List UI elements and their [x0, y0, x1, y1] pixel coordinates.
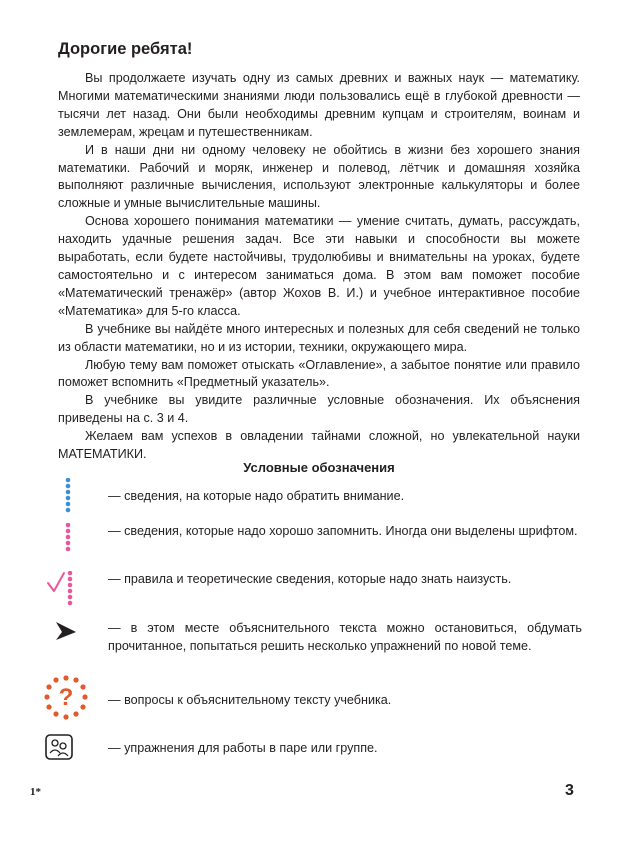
- intro-paragraph: Основа хорошего понимания математики — умение считать, думать, рассуждать, находить удачные решения задач. Все эти навыки и способности вы можете выработать, если будете настойчивы, трудолюбивы и внимательны на уроках, будете самостоятельно и с интересом заниматься дома. В этом вам поможет пособие «Математический тренажёр» (автор Жохов В. И.) и учебное интерактивное пособие «Математика» для 5-го класса.: [58, 214, 580, 318]
- page-number: 3: [565, 782, 574, 799]
- legend-text: — упражнения для работы в паре или группе.: [108, 741, 378, 755]
- intro-paragraph: Вы продолжаете изучать одну из самых древних и важных наук — математику. Многими математическими знаниями люди пользовались ещё в глубокой древности — тысячи лет назад. Они были необходимы древним купцам и строителям, воинам и землемерам, жрецам и путешественникам.: [58, 71, 580, 139]
- question-mark-icon: [40, 674, 100, 726]
- arrow-pointer-icon: [40, 620, 100, 668]
- legend-text: — сведения, которые надо хорошо запомнить. Иногда они выделены шрифтом.: [108, 524, 578, 538]
- legend-text: — правила и теоретические сведения, которые надо знать наизусть.: [108, 572, 512, 586]
- svg-text:?: ?: [58, 684, 74, 711]
- blue-dots-icon: [40, 478, 100, 526]
- intro-paragraph: В учебнике вы увидите различные условные обозначения. Их объяснения приведены на с. 3 и 4.: [58, 393, 580, 426]
- intro-paragraph: В учебнике вы найдёте много интересных и полезных для себя сведений не только из области математики, но и из истории, техники, окружающего мира.: [58, 321, 580, 354]
- intro-paragraph: Желаем вам успехов в овладении тайнами сложной, но увлекательной науки МАТЕМАТИКИ.: [58, 429, 580, 462]
- legend-text: — в этом месте объяснительного текста можно остановиться, обдумать прочитанное, попытаться решить несколько упражнений по новой теме.: [108, 621, 582, 653]
- legend-text: — вопросы к объяснительному тексту учебника.: [108, 693, 392, 707]
- intro-paragraph: И в наши дни ни одному человеку не обойтись в жизни без хорошего знания математики. Рабочий и моряк, инженер и полевод, лётчик и домашняя хозяйка выполняют различные вычисления, используют электронные калькуляторы и более сложные и умные вычислительные машины.: [58, 142, 580, 211]
- signature-mark: 1*: [30, 786, 41, 798]
- intro-paragraph: Любую тему вам поможет отыскать «Оглавление», а забытое понятие или правило поможет вспомнить «Предметный указатель».: [58, 357, 580, 390]
- page-title: Дорогие ребята!: [58, 40, 193, 58]
- intro-text: [58, 70, 580, 464]
- pair-work-icon: [40, 734, 100, 782]
- legend-title: Условные обозначения: [243, 460, 395, 475]
- pink-dots-icon: [40, 523, 100, 571]
- checkmark-dots-icon: [40, 571, 100, 619]
- legend-text: — сведения, на которые надо обратить внимание.: [108, 489, 405, 503]
